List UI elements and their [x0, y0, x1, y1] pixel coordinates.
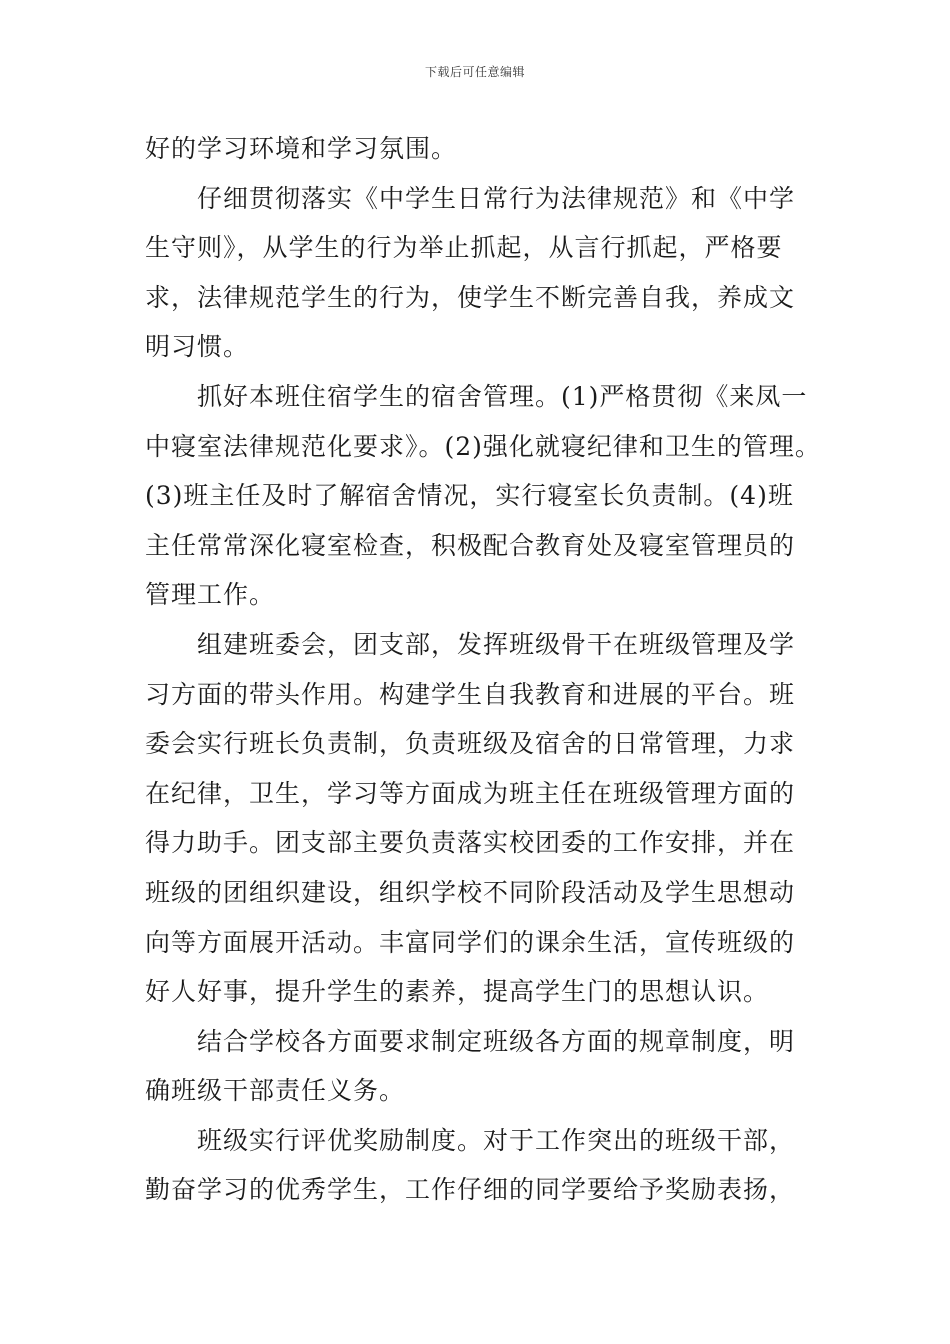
- text-line: 班级的团组织建设，组织学校不同阶段活动及学生思想动: [145, 877, 796, 907]
- text-line: 向等方面展开活动。丰富同学们的课余生活，宣传班级的: [145, 927, 796, 957]
- text-line: 委会实行班长负责制，负责班级及宿舍的日常管理，力求: [145, 729, 796, 759]
- body-text: [145, 128, 821, 1219]
- paragraph-start-line: 抓好本班住宿学生的宿舍管理。(1)严格贯彻《来凤一: [197, 381, 808, 411]
- text-line: 在纪律，卫生，学习等方面成为班主任在班级管理方面的: [145, 778, 796, 808]
- text-line: 主任常常深化寝室检查，积极配合教育处及寝室管理员的: [145, 530, 796, 560]
- text-line: 中寝室法律规范化要求》。(2)强化就寝纪律和卫生的管理。: [145, 431, 821, 461]
- text-line: (3)班主任及时了解宿舍情况，实行寝室长负责制。(4)班: [145, 481, 794, 511]
- text-line: 好的学习环境和学习氛围。: [145, 134, 458, 163]
- text-line: 好人好事，提升学生的素养，提高学生门的思想认识。: [145, 977, 770, 1007]
- text-line: 生守则》，从学生的行为举止抓起，从言行抓起，严格要: [145, 233, 783, 263]
- paragraph-start-line: 班级实行评优奖励制度。对于工作突出的班级干部，: [197, 1125, 796, 1155]
- paragraph-start-line: 仔细贯彻落实《中学生日常行为法律规范》和《中学: [197, 183, 796, 213]
- text-line: 勤奋学习的优秀学生，工作仔细的同学要给予奖励表扬，: [145, 1175, 796, 1205]
- text-line: 习方面的带头作用。构建学生自我教育和进展的平台。班: [145, 679, 796, 709]
- text-line: 管理工作。: [145, 580, 276, 610]
- text-line: 确班级干部责任义务。: [145, 1076, 406, 1106]
- text-line: 明习惯。: [145, 332, 250, 362]
- text-line: 求，法律规范学生的行为，使学生不断完善自我，养成文: [145, 282, 796, 312]
- paragraph-start-line: 组建班委会，团支部，发挥班级骨干在班级管理及学: [197, 629, 796, 659]
- paragraph-start-line: 结合学校各方面要求制定班级各方面的规章制度，明: [197, 1026, 796, 1056]
- text-line: 得力助手。团支部主要负责落实校团委的工作安排，并在: [145, 828, 796, 858]
- page-header: 下载后可任意编辑: [424, 65, 525, 79]
